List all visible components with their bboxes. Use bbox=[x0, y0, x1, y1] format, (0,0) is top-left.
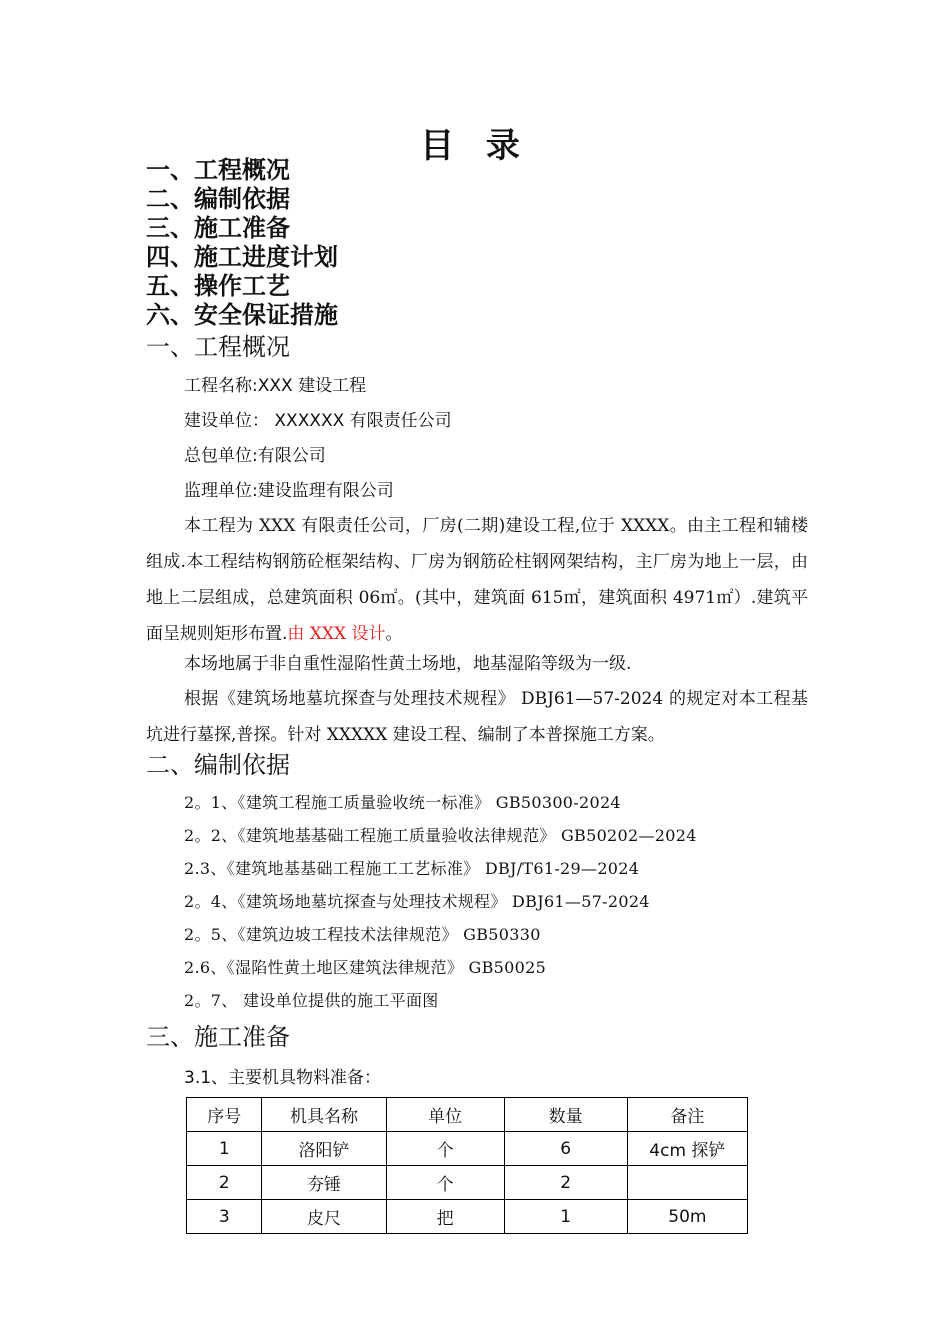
table-row bbox=[187, 1200, 748, 1234]
toc-item: 五、操作工艺 bbox=[146, 272, 290, 300]
table-cell: 3 bbox=[187, 1200, 262, 1234]
equipment-table bbox=[186, 1097, 748, 1234]
reference-item: 2.3、《建筑地基基础工程施工工艺标准》 DBJ/T61-29—2024 bbox=[184, 859, 640, 878]
table-row bbox=[187, 1132, 748, 1166]
table-cell: 把 bbox=[386, 1200, 504, 1234]
section-heading-basis: 二、编制依据 bbox=[146, 751, 290, 779]
table-cell: 2 bbox=[187, 1166, 262, 1200]
overview-text-end: 。 bbox=[385, 624, 403, 644]
table-cell: 6 bbox=[504, 1132, 627, 1166]
table-row bbox=[187, 1166, 748, 1200]
table-cell: 个 bbox=[386, 1166, 504, 1200]
table-header-row bbox=[187, 1098, 748, 1132]
supervisor-line: 监理单位:建设监理有限公司 bbox=[184, 481, 394, 501]
table-cell: 4cm 探铲 bbox=[627, 1132, 747, 1166]
reference-item: 2。5、《建筑边坡工程技术法律规范》 GB50330 bbox=[184, 925, 541, 944]
toc-item: 一、工程概况 bbox=[146, 156, 290, 184]
reference-item: 2。7、 建设单位提供的施工平面图 bbox=[184, 991, 439, 1010]
table-of-contents bbox=[146, 156, 338, 330]
table-header-cell: 数量 bbox=[504, 1098, 627, 1132]
document-title: 目 录 bbox=[420, 126, 530, 166]
designer-highlight: 由 XXX 设计 bbox=[287, 624, 386, 644]
reference-item: 2。4、《建筑场地墓坑探查与处理技术规程》 DBJ61—57-2024 bbox=[184, 892, 650, 911]
sub-heading-equipment: 3.1、主要机具物料准备： bbox=[184, 1068, 382, 1088]
reference-item: 2。2、《建筑地基基础工程施工质量验收法律规范》 GB50202—2024 bbox=[184, 826, 697, 845]
table-cell: 2 bbox=[504, 1166, 627, 1200]
section-heading-overview: 一、工程概况 bbox=[146, 333, 290, 361]
toc-item: 二、编制依据 bbox=[146, 185, 290, 213]
table-cell bbox=[627, 1166, 747, 1200]
table-cell: 1 bbox=[504, 1200, 627, 1234]
table-cell: 1 bbox=[187, 1132, 262, 1166]
site-paragraph: 本场地属于非自重性湿陷性黄土场地，地基湿陷等级为一级. bbox=[184, 654, 632, 674]
client-line: 建设单位： XXXXXX 有限责任公司 bbox=[184, 411, 452, 431]
toc-item: 三、施工准备 bbox=[146, 214, 290, 242]
project-name-line: 工程名称:XXX 建设工程 bbox=[184, 376, 367, 396]
section-heading-preparation: 三、施工准备 bbox=[146, 1023, 290, 1051]
toc-item: 四、施工进度计划 bbox=[146, 243, 338, 271]
table-header-cell: 机具名称 bbox=[262, 1098, 386, 1132]
table-cell: 夯锤 bbox=[262, 1166, 386, 1200]
reference-item: 2。1、《建筑工程施工质量验收统一标准》 GB50300-2024 bbox=[184, 793, 621, 812]
table-header-cell: 单位 bbox=[386, 1098, 504, 1132]
reference-item: 2.6、《湿陷性黄土地区建筑法律规范》 GB50025 bbox=[184, 958, 547, 977]
table-cell: 50m bbox=[627, 1200, 747, 1234]
toc-item: 六、安全保证措施 bbox=[146, 301, 338, 329]
table-cell: 个 bbox=[386, 1132, 504, 1166]
overview-text: 本工程为 XXX 有限责任公司，厂房(二期)建设工程,位于 XXXX。由主工程和辅楼组成.本工程结构钢筋砼框架结构、厂房为钢筋砼柱钢网架结构，主厂房为地上一层，由地上二层组成，总建筑面积 06㎡。(其中，建筑面 615㎡，建筑面积 4971㎡）.建筑平面呈规则矩形布置. bbox=[146, 516, 808, 644]
table-cell: 洛阳铲 bbox=[262, 1132, 386, 1166]
table-cell: 皮尺 bbox=[262, 1200, 386, 1234]
basis-paragraph: 根据《建筑场地墓坑探查与处理技术规程》 DBJ61—57-2024 的规定对本工程基坑进行墓探,普探。针对 XXXXX 建设工程、编制了本普探施工方案。 bbox=[146, 689, 808, 745]
table-header-cell: 备注 bbox=[627, 1098, 747, 1132]
table-header-cell: 序号 bbox=[187, 1098, 262, 1132]
contractor-line: 总包单位:有限公司 bbox=[184, 446, 326, 466]
overview-paragraph bbox=[146, 508, 808, 652]
